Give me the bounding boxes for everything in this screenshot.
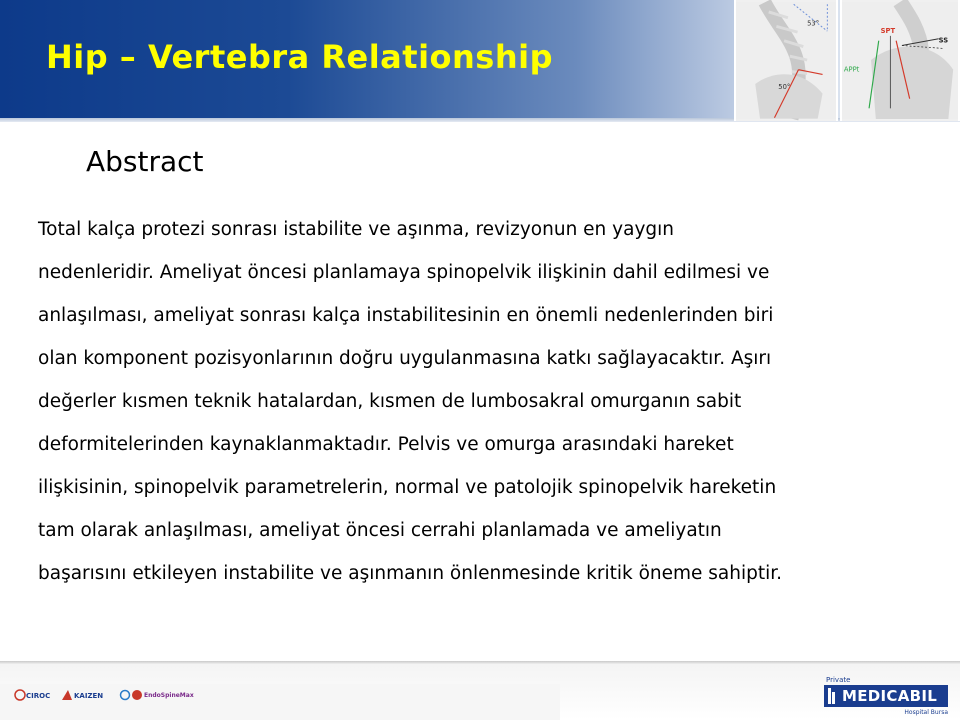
endospine-logo <box>120 687 194 703</box>
appt-label: APPt <box>843 65 860 74</box>
abstract-line: Total kalça protezi sonrası istabilite ve aşınma, revizyonun en yaygın <box>38 219 675 240</box>
spine-xray-image-left <box>734 0 838 121</box>
abstract-line: değerler kısmen teknik hatalardan, kısmen de lumbosakral omurganın sabit <box>38 391 742 412</box>
brand-name: MEDICABIL <box>842 687 938 705</box>
abstract-line: nedenleridir. Ameliyat öncesi planlamaya spinopelvik ilişkinin dahil edilmesi ve <box>38 262 770 283</box>
abstract-line: deformitelerinden kaynaklanmaktadır. Pelvis ve omurga arasındaki hareket <box>38 434 734 455</box>
svg-text:EndoSpineMax: EndoSpineMax <box>144 692 194 699</box>
abstract-line: tam olarak anlaşılması, ameliyat öncesi cerrahi planlamada ve ameliyatın <box>38 520 722 541</box>
brand-small-top: Private <box>826 676 851 684</box>
spt-label: SPT <box>880 26 896 35</box>
partner-logos <box>14 686 194 704</box>
abstract-line: anlaşılması, ameliyat sonrası kalça instabilitesinin en önemli nedenlerinden biri <box>38 305 774 326</box>
svg-text:CIROC: CIROC <box>26 692 51 700</box>
abstract-line: olan komponent pozisyonlarının doğru uygulanmasına katkı sağlayacaktır. Aşırı <box>38 348 772 369</box>
abstract-line: ilişkisinin, spinopelvik parametrelerin, normal ve patolojik spinopelvik hareketin <box>38 477 777 498</box>
kaizen-logo <box>62 687 108 703</box>
angle-top-label: 53° <box>807 19 820 28</box>
abstract-body <box>38 208 938 595</box>
spine-xray-image-right <box>840 0 960 121</box>
abstract-line: başarısını etkileyen instabilite ve aşınmanın önlenmesinde kritik öneme sahiptir. <box>38 563 783 584</box>
svg-text:KAIZEN: KAIZEN <box>74 692 104 700</box>
slide-title: Hip – Vertebra Relationship <box>46 38 553 76</box>
ss-label: SS <box>938 36 949 45</box>
medicabil-logo <box>824 676 954 718</box>
brand-subtitle: Hospital Bursa <box>904 709 948 716</box>
abstract-heading: Abstract <box>86 145 204 178</box>
angle-bottom-label: 50° <box>778 82 791 91</box>
ciroc-logo <box>14 687 50 703</box>
brand-mark-icon <box>828 688 838 704</box>
